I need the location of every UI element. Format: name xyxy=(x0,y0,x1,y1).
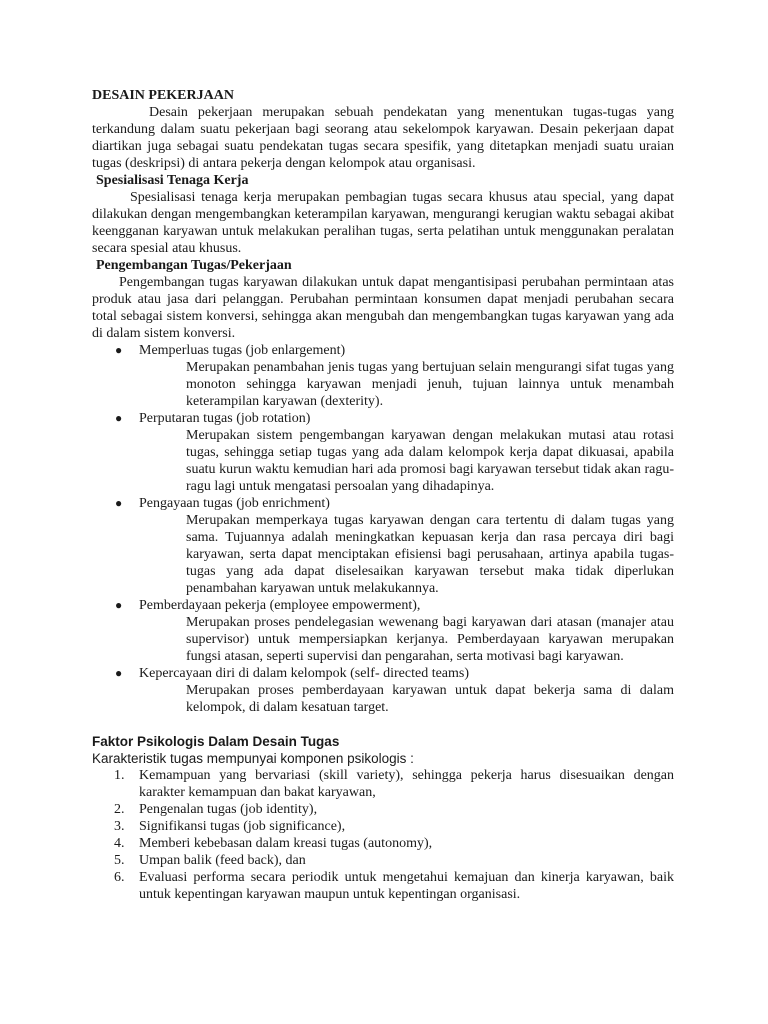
bullet-icon: ● xyxy=(115,598,123,612)
document-title: DESAIN PEKERJAAN xyxy=(92,88,234,103)
bullet-icon: ● xyxy=(115,411,123,425)
faktor-list xyxy=(92,767,674,903)
list-item xyxy=(92,665,674,682)
list-item xyxy=(92,495,674,512)
list-item-text: Memberi kebebasan dalam kreasi tugas (autonomy), xyxy=(139,836,433,851)
bullet-icon: ● xyxy=(115,666,123,680)
list-item-desc xyxy=(92,512,674,597)
list-item-text: Signifikansi tugas (job significance), xyxy=(139,819,346,834)
list-item-label: Perputaran tugas (job rotation) xyxy=(139,411,311,426)
list-item xyxy=(92,835,674,852)
list-item-desc xyxy=(92,614,674,665)
heading-spesialisasi: Spesialisasi Tenaga Kerja xyxy=(96,173,249,188)
list-item-desc xyxy=(92,359,674,410)
heading-pengembangan: Pengembangan Tugas/Pekerjaan xyxy=(96,258,292,273)
list-item-label: Memperluas tugas (job enlargement) xyxy=(139,343,346,358)
list-item-desc xyxy=(92,427,674,495)
list-item-text: Pengenalan tugas (job identity), xyxy=(139,802,318,817)
list-number: 6. xyxy=(114,870,125,885)
list-item-text: Kemampuan yang bervariasi (skill variety), sehingga pekerja harus disesuaikan dengan karakter kemampuan dan bakat karyawan, xyxy=(139,768,674,800)
heading-faktor-psikologis: Faktor Psikologis Dalam Desain Tugas xyxy=(92,734,340,749)
list-item-text: Umpan balik (feed back), dan xyxy=(139,853,306,868)
bullet-icon: ● xyxy=(115,343,123,357)
list-item-description: Merupakan proses pendelegasian wewenang bagi karyawan dari atasan (manajer atau supervisor) untuk mempersiapkan kerjanya. Pemberdayaan karyawan merupakan fungsi atasan, seperti supervisi dan pengarahan, serta motivasi bagi karyawan. xyxy=(186,615,674,664)
list-item xyxy=(92,410,674,427)
document-page xyxy=(92,87,674,903)
list-item xyxy=(92,869,674,903)
paragraph-karakteristik: Karakteristik tugas mempunyai komponen psikologis : xyxy=(92,751,414,766)
list-number: 5. xyxy=(114,853,125,868)
pengembangan-list xyxy=(92,342,674,716)
list-item-text: Evaluasi performa secara periodik untuk mengetahui kemajuan dan kinerja karyawan, baik untuk kepentingan karyawan maupun untuk kepentingan organisasi. xyxy=(139,870,674,902)
list-item xyxy=(92,801,674,818)
list-number: 2. xyxy=(114,802,125,817)
list-item xyxy=(92,342,674,359)
list-item-description: Merupakan penambahan jenis tugas yang bertujuan selain mengurangi sifat tugas yang monoton sehingga karyawan menjadi jenuh, tujuan lainnya untuk menambah keterampilan karyawan (dexterity). xyxy=(186,360,674,409)
list-item-label: Kepercayaan diri di dalam kelompok (self- directed teams) xyxy=(139,666,470,681)
intro-paragraph: Desain pekerjaan merupakan sebuah pendekatan yang menentukan tugas-tugas yang terkandung dalam suatu pekerjaan bagi seorang atau sekelompok karyawan. Desain pekerjaan dapat diartikan juga sebagai suatu pendekatan tugas secara spesifik, yang ditetapkan menjadi suatu uraian tugas (deskripsi) di antara pekerja dengan kelompok atau organisasi. xyxy=(92,105,674,171)
paragraph-pengembangan: Pengembangan tugas karyawan dilakukan untuk dapat mengantisipasi perubahan permintaan atas produk atau jasa dari pelanggan. Perubahan permintaan konsumen dapat menjadi perubahan secara total sebagai sistem konversi, sehingga akan mengubah dan mengembangkan tugas karyawan yang ada di dalam sistem konversi. xyxy=(92,275,674,341)
list-item-label: Pengayaan tugas (job enrichment) xyxy=(139,496,330,511)
list-item-desc xyxy=(92,682,674,716)
list-item-description: Merupakan memperkaya tugas karyawan dengan cara tertentu di dalam tugas yang sama. Tujuannya adalah meningkatkan kepuasan kerja dan rasa percaya diri bagi karyawan, serta dapat menciptakan efisiensi bagi perusahaan, artinya apabila tugas-tugas yang ada dapat diselesaikan karyawan tersebut maka tidak diperlukan penambahan karyawan untuk melakukannya. xyxy=(186,513,674,596)
list-number: 1. xyxy=(114,768,125,783)
list-number: 4. xyxy=(114,836,125,851)
list-number: 3. xyxy=(114,819,125,834)
list-item-description: Merupakan proses pemberdayaan karyawan untuk dapat bekerja sama di dalam kelompok, di dalam kesatuan target. xyxy=(186,683,674,715)
list-item xyxy=(92,597,674,614)
list-item xyxy=(92,767,674,801)
list-item xyxy=(92,818,674,835)
list-item-description: Merupakan sistem pengembangan karyawan dengan melakukan mutasi atau rotasi tugas, sehingga setiap tugas yang ada dalam kelompok kerja dapat dikuasai, apabila suatu kurun waktu kemudian hari ada promosi bagi karyawan tersebut tidak akan ragu-ragu lagi untuk mengatasi persoalan yang dihadapinya. xyxy=(186,428,674,494)
list-item-label: Pemberdayaan pekerja (employee empowerment), xyxy=(139,598,421,613)
list-item xyxy=(92,852,674,869)
bullet-icon: ● xyxy=(115,496,123,510)
paragraph-spesialisasi: Spesialisasi tenaga kerja merupakan pembagian tugas secara khusus atau special, yang dapat dilakukan dengan mengembangkan keterampilan karyawan, mengurangi kerugian waktu sebagai akibat keengganan karyawan untuk melakukan peralihan tugas, serta pelatihan untuk menggunakan peralatan secara spesial atau khusus. xyxy=(92,190,674,256)
